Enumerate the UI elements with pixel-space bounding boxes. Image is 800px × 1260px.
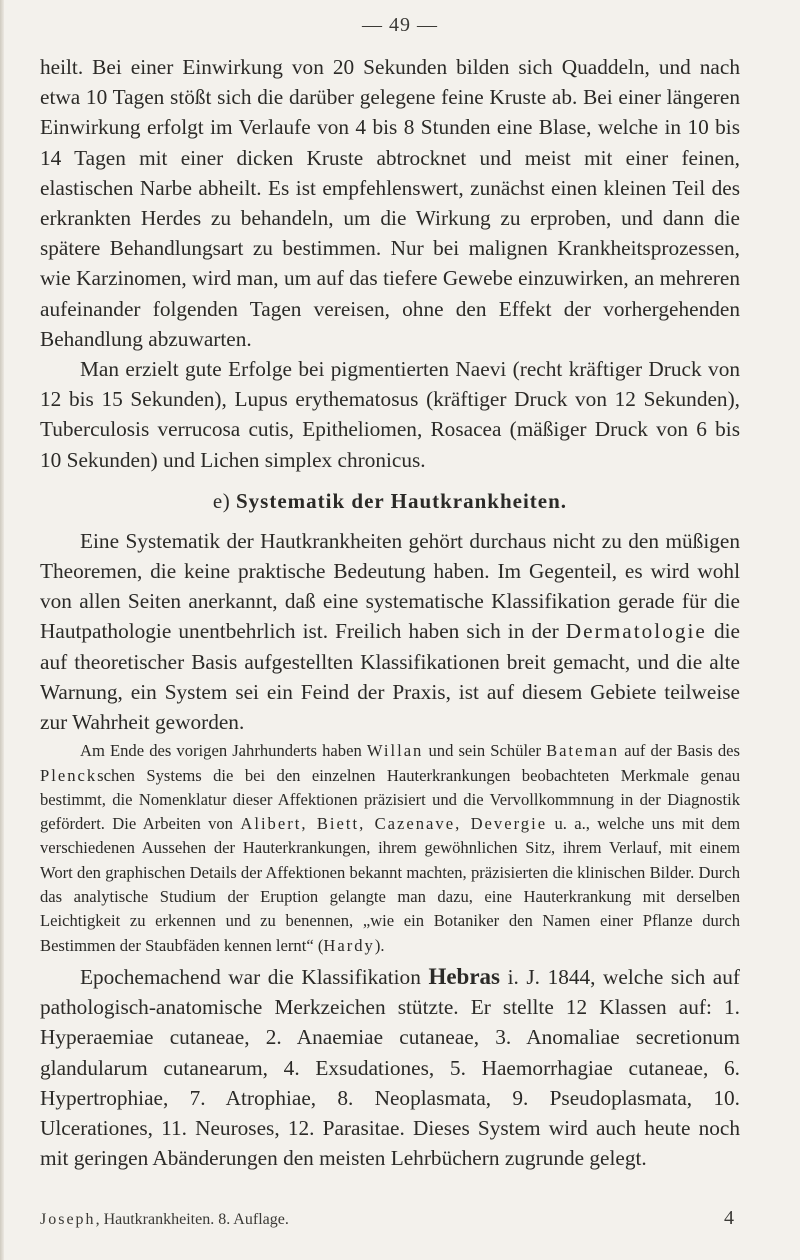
footer-signature bbox=[40, 1211, 289, 1229]
section-heading bbox=[40, 489, 740, 514]
name-willan: Willan bbox=[366, 741, 424, 761]
body-text bbox=[40, 52, 740, 1173]
paragraph-3-spaced-term: Dermatologie bbox=[565, 619, 707, 644]
paragraph-1: heilt. Bei einer Einwirkung von 20 Sekunden bilden sich Quaddeln, und nach etwa 10 Tagen stößt sich die darüber gelegene feine Kruste ab. Bei einer längeren Einwirkung erfolgt im Verlaufe von 4 bis 8 Stunden eine Blase, welche in 10 bis 14 Tagen mit einer dicken Kruste abtrocknet und meist mit einer feinen, elastischen Narbe abheilt. Es ist empfehlenswert, zunächst einen kleinen Teil des erkrankten Herdes zu behandeln, um die Wirkung zu erproben, und dann die spätere Behandlungsart zu bestimmen. Nur bei malignen Krankheitsprozessen, wie Karzinomen, wird man, um auf das tiefere Gewebe einzuwirken, an mehreren aufeinander folgenden Tagen vereisen, ohne den Effekt der vorhergehenden Behandlung abzuwarten. bbox=[40, 55, 740, 351]
paragraph-3-text-b: die auf theoretischer Basis aufgestellten Klassifikationen breit gemacht, und die alte Warnung, ein System sei ein Feind der Praxis, ist auf diesem Gebiete teilweise zur Wahrheit geworden. bbox=[40, 619, 741, 735]
section-prefix: e) bbox=[212, 488, 231, 513]
small-text-5: u. a., welche uns mit dem verschiedenen Aussehen der Hauterkrankungen, ihrem gewöhnlichen Sitz, ihrem Verlauf, mit einem Wort den graphischen Details der Affektionen bekannt machten, präzisierten die klinischen Bilder. Durch das analytische Studium der Eruption gelangte man dazu, eine Hauterkrankung mit derselben Leichtigkeit zu erkennen und zu benennen, „wie ein Botaniker den Namen einer Pflanze durch Bestimmen der Staubfäden kennen lernt“ ( bbox=[40, 814, 741, 955]
name-hardy: Hardy bbox=[323, 935, 375, 955]
footer-author: Joseph bbox=[40, 1211, 96, 1228]
small-text-6: ). bbox=[374, 935, 385, 955]
names-french-school: Alibert, Biett, Cazenave, Devergie bbox=[240, 814, 548, 834]
name-plenck: Plenck bbox=[40, 765, 98, 785]
small-text-4: schen Systems die bei den einzelnen Hauterkrankungen beobachteten Merkmale genau bestimmt, die Nomenklatur dieser Affektionen präzisiert und die Vervollkommnung in der Diagnostik gefördert. Die Arbeiten von bbox=[40, 765, 740, 834]
small-print-paragraph bbox=[40, 739, 740, 958]
paragraph-2: Man erzielt gute Erfolge bei pigmentierten Naevi (recht kräftiger Druck von 12 bis 15 Sekunden), Lupus erythematosus (kräftiger Druck von 12 Sekunden), Tuberculosis verrucosa cutis, Epitheliomen, Rosacea (mäßiger Druck von 6 bis 10 Sekunden) und Lichen simplex chronicus. bbox=[40, 357, 740, 472]
footer-title: , Hautkrankheiten. 8. Auflage. bbox=[95, 1211, 289, 1228]
paragraph-3 bbox=[40, 526, 740, 737]
name-hebras: Hebras bbox=[428, 963, 500, 989]
paragraph-4-text-a: Epochemachend war die Klassifikation bbox=[80, 964, 421, 989]
section-title: Systematik der Hautkrankheiten. bbox=[236, 488, 568, 513]
paragraph-3-text-a: Eine Systematik der Hautkrankheiten gehört durchaus nicht zu den müßigen Theoremen, die keine praktische Bedeutung haben. Im Gegenteil, es wird wohl von allen Seiten anerkannt, daß eine systematische Klassifikation gerade für die Hautpathologie unentbehrlich ist. Freilich haben sich in der bbox=[40, 528, 740, 644]
footer-sheet-number: 4 bbox=[724, 1207, 734, 1229]
name-bateman: Bateman bbox=[546, 741, 620, 761]
page-number-header: — 49 — bbox=[362, 14, 438, 36]
small-text-1: Am Ende des vorigen Jahrhunderts haben bbox=[80, 741, 362, 761]
page-edge bbox=[0, 0, 4, 1260]
paragraph-4-text-b: i. J. 1844, welche sich auf pathologisch-anatomische Merkzeichen stützte. Er stellte 12 Klassen auf: 1. Hyperaemiae cutaneae, 2. Anaemiae cutaneae, 3. Anomaliae secretionum glandularum cutanearum, 4. Exsudationes, 5. Haemorrhagiae cutaneae, 6. Hypertrophiae, 7. Atrophiae, 8. Neoplasmata, 9. Pseudoplasmata, 10. Ulcerationes, 11. Neuroses, 12. Parasitae. Dieses System wird auch heute noch mit geringen Abänderungen den meisten Lehrbüchern zugrunde gelegt. bbox=[40, 964, 740, 1171]
small-text-3: auf der Basis des bbox=[624, 741, 740, 761]
small-text-2: und sein Schüler bbox=[428, 741, 541, 761]
paragraph-4 bbox=[40, 962, 740, 1173]
